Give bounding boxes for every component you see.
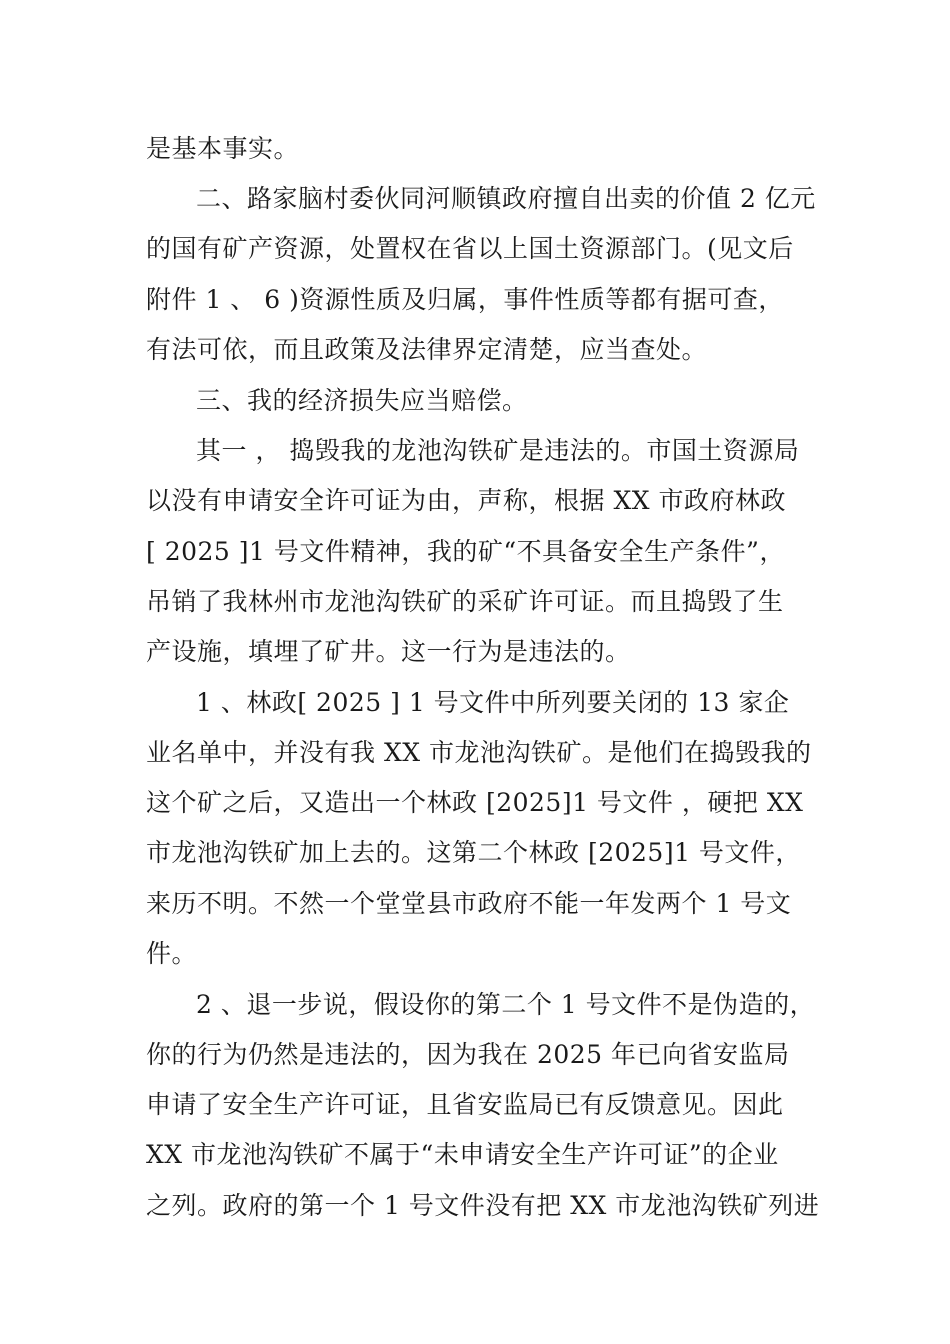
text-line: 产设施，填埋了矿井。这一行为是违法的。 bbox=[146, 637, 631, 666]
text-line: 这个矿之后，又造出一个林政 [2025]1 号文件 ，硬把 XX bbox=[146, 788, 804, 817]
text-line: 吊销了我林州市龙池沟铁矿的采矿许可证。而且捣毁了生 bbox=[146, 587, 784, 616]
text-line: 2 、退一步说，假设你的第二个 1 号文件不是伪造的， bbox=[196, 990, 816, 1019]
text-line: [ 2025 ]1 号文件精神，我的矿“不具备安全生产条件”， bbox=[146, 537, 785, 566]
text-line: 1 、林政[ 2025 ] 1 号文件中所列要关闭的 13 家企 bbox=[196, 688, 790, 717]
text-line: XX 市龙池沟铁矿不属于“未申请安全生产许可证”的企业 bbox=[146, 1140, 779, 1169]
text-line: 有法可依，而且政策及法律界定清楚，应当查处。 bbox=[146, 335, 708, 364]
text-line: 业名单中，并没有我 XX 市龙池沟铁矿。是他们在捣毁我的 bbox=[146, 738, 812, 767]
text-line: 其一 ， 捣毁我的龙池沟铁矿是违法的。市国土资源局 bbox=[196, 436, 800, 465]
text-line: 的国有矿产资源，处置权在省以上国土资源部门。(见文后 bbox=[146, 234, 794, 263]
text-line: 是基本事实。 bbox=[146, 134, 300, 163]
text-line: 之列。政府的第一个 1 号文件没有把 XX 市龙池沟铁矿列进 bbox=[146, 1191, 820, 1220]
text-line: 三、我的经济损失应当赔偿。 bbox=[196, 386, 528, 415]
text-line: 附件 1 、 6 )资源性质及归属，事件性质等都有据可查， bbox=[146, 285, 784, 314]
text-line: 你的行为仍然是违法的，因为我在 2025 年已向省安监局 bbox=[146, 1040, 790, 1069]
text-line: 件。 bbox=[146, 939, 198, 968]
text-line: 二、路家脑村委伙同河顺镇政府擅自出卖的价值 2 亿元 bbox=[196, 184, 816, 213]
text-line: 市龙池沟铁矿加上去的。这第二个林政 [2025]1 号文件， bbox=[146, 838, 801, 867]
text-line: 来历不明。不然一个堂堂县市政府不能一年发两个 1 号文 bbox=[146, 889, 792, 918]
text-line: 以没有申请安全许可证为由，声称，根据 XX 市政府林政 bbox=[146, 486, 786, 515]
text-line: 申请了安全生产许可证，且省安监局已有反馈意见。因此 bbox=[146, 1090, 784, 1119]
